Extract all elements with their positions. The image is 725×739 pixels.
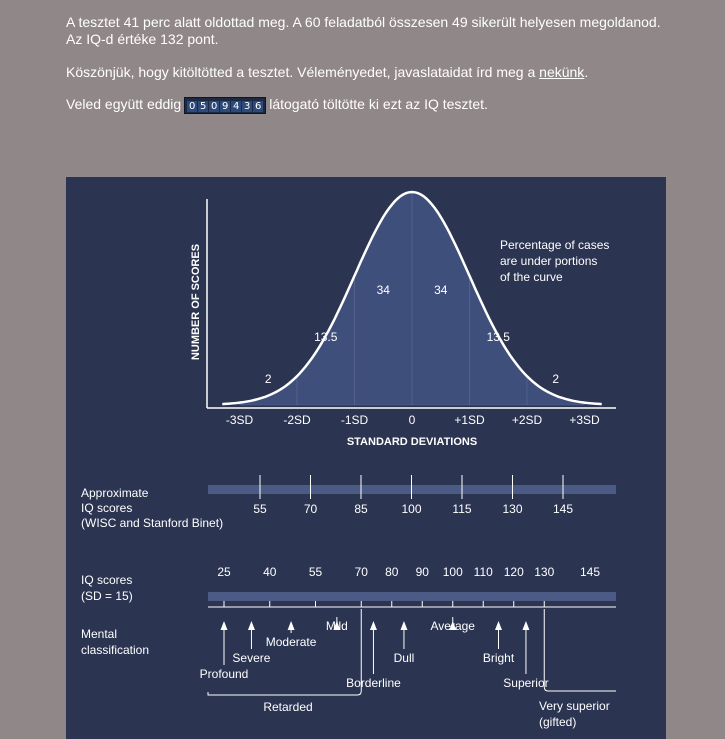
x-tick-label: -1SD (340, 413, 369, 427)
iq-scale-label: 130 (534, 565, 555, 579)
y-axis-title: NUMBER OF SCORES (190, 243, 202, 361)
iq-distribution-chart (66, 177, 666, 739)
iq-scale-label: 25 (217, 565, 231, 579)
approx-scale-label: 70 (303, 502, 318, 516)
classification-arrow (221, 621, 228, 630)
result-time-score: A tesztet 41 perc alatt oldottad meg. A 60 feladatból összesen 49 sikerült helyesen megoldanod. (66, 14, 661, 30)
classification-title: Mental (81, 627, 118, 641)
counter-digit: 9 (222, 100, 229, 112)
iq-scale-label: 100 (442, 565, 463, 579)
percentage-label: 34 (434, 283, 448, 297)
approx-scale-label: 145 (552, 502, 574, 516)
percentage-label: 2 (552, 372, 560, 386)
percentage-label: 13.5 (314, 330, 338, 344)
approx-scale-label: 130 (502, 502, 523, 516)
approx-scale-title: IQ scores (81, 501, 133, 515)
approx-scale-label: 55 (253, 502, 267, 516)
approx-scale-title: (WISC and Stanford Binet) (81, 516, 224, 530)
classification-label: Mild (325, 619, 348, 633)
classification-arrow (248, 621, 255, 630)
curve-section (355, 192, 413, 405)
x-tick-label: +2SD (511, 413, 543, 427)
contact-link[interactable]: nekünk (539, 64, 585, 80)
iq-scale-bar (208, 592, 616, 601)
classification-label: Dull (393, 651, 415, 665)
approx-scale-label: 115 (452, 502, 472, 516)
curve-section (412, 192, 470, 405)
group-label: Very superior (539, 699, 610, 713)
visitor-text-after: látogató töltötte ki ezt az IQ tesztet. (269, 96, 488, 112)
classification-label: Profound (199, 667, 249, 681)
curve-annotation: Percentage of cases (500, 238, 610, 252)
curve-annotation: are under portions (500, 254, 598, 268)
counter-digit: 3 (244, 100, 251, 112)
visitor-count-text (66, 96, 488, 114)
iq-scale-label: 70 (354, 565, 368, 579)
x-tick-label: +1SD (454, 413, 485, 427)
iq-scale-label: 110 (473, 565, 493, 579)
percentage-label: 2 (264, 372, 272, 386)
x-tick-label: -3SD (225, 413, 254, 427)
counter-digit: 0 (211, 100, 218, 112)
thanks-text-before: Köszönjük, hogy kitöltötted a tesztet. Véleményedet, javaslataidat írd meg a (66, 64, 540, 80)
percentage-label: 34 (376, 283, 390, 297)
percentage-label: 13.5 (486, 330, 510, 344)
result-iq-value: Az IQ-d értéke 132 pont. (66, 31, 219, 47)
iq-scale-title: IQ scores (81, 573, 133, 587)
iq-scale-title: (SD = 15) (81, 589, 133, 603)
counter-digit: 0 (189, 100, 196, 112)
iq-scale-label: 55 (308, 565, 323, 579)
x-tick-label: -2SD (283, 413, 311, 427)
classification-arrow (495, 621, 502, 630)
x-axis-title: STANDARD DEVIATIONS (346, 436, 478, 448)
iq-scale-label: 80 (385, 565, 399, 579)
classification-label: Severe (232, 651, 271, 665)
very-superior-bracket (544, 609, 616, 691)
x-tick-label: +3SD (569, 413, 600, 427)
classification-arrow (288, 621, 295, 630)
visitor-text-before: Veled együtt eddig (66, 96, 182, 112)
group-label: Retarded (263, 700, 313, 714)
counter-digit: 4 (233, 100, 240, 112)
classification-title: classification (81, 643, 150, 657)
group-label: (gifted) (539, 715, 577, 729)
curve-annotation: of the curve (500, 270, 563, 284)
approx-scale-title: Approximate (81, 486, 149, 500)
classification-arrow (370, 621, 377, 630)
iq-scale-label: 90 (415, 565, 429, 579)
iq-distribution-chart-svg (66, 177, 666, 739)
counter-digit: 6 (255, 100, 262, 112)
visitor-counter (184, 97, 266, 114)
classification-arrow (400, 621, 407, 630)
x-tick-label: 0 (408, 413, 416, 427)
classification-label: Bright (482, 651, 515, 665)
iq-scale-label: 40 (263, 565, 277, 579)
thanks-text-after: . (584, 64, 589, 80)
classification-label: Average (430, 619, 475, 633)
approx-scale-label: 85 (354, 502, 368, 516)
thanks-text (66, 64, 588, 81)
counter-digit: 5 (200, 100, 207, 112)
iq-scale-label: 120 (503, 565, 524, 579)
classification-arrow (522, 621, 529, 630)
iq-scale-label: 145 (579, 565, 601, 579)
classification-label: Superior (503, 676, 549, 690)
classification-label: Borderline (346, 676, 401, 690)
approx-scale-label: 100 (401, 502, 422, 516)
classification-label: Moderate (265, 635, 317, 649)
